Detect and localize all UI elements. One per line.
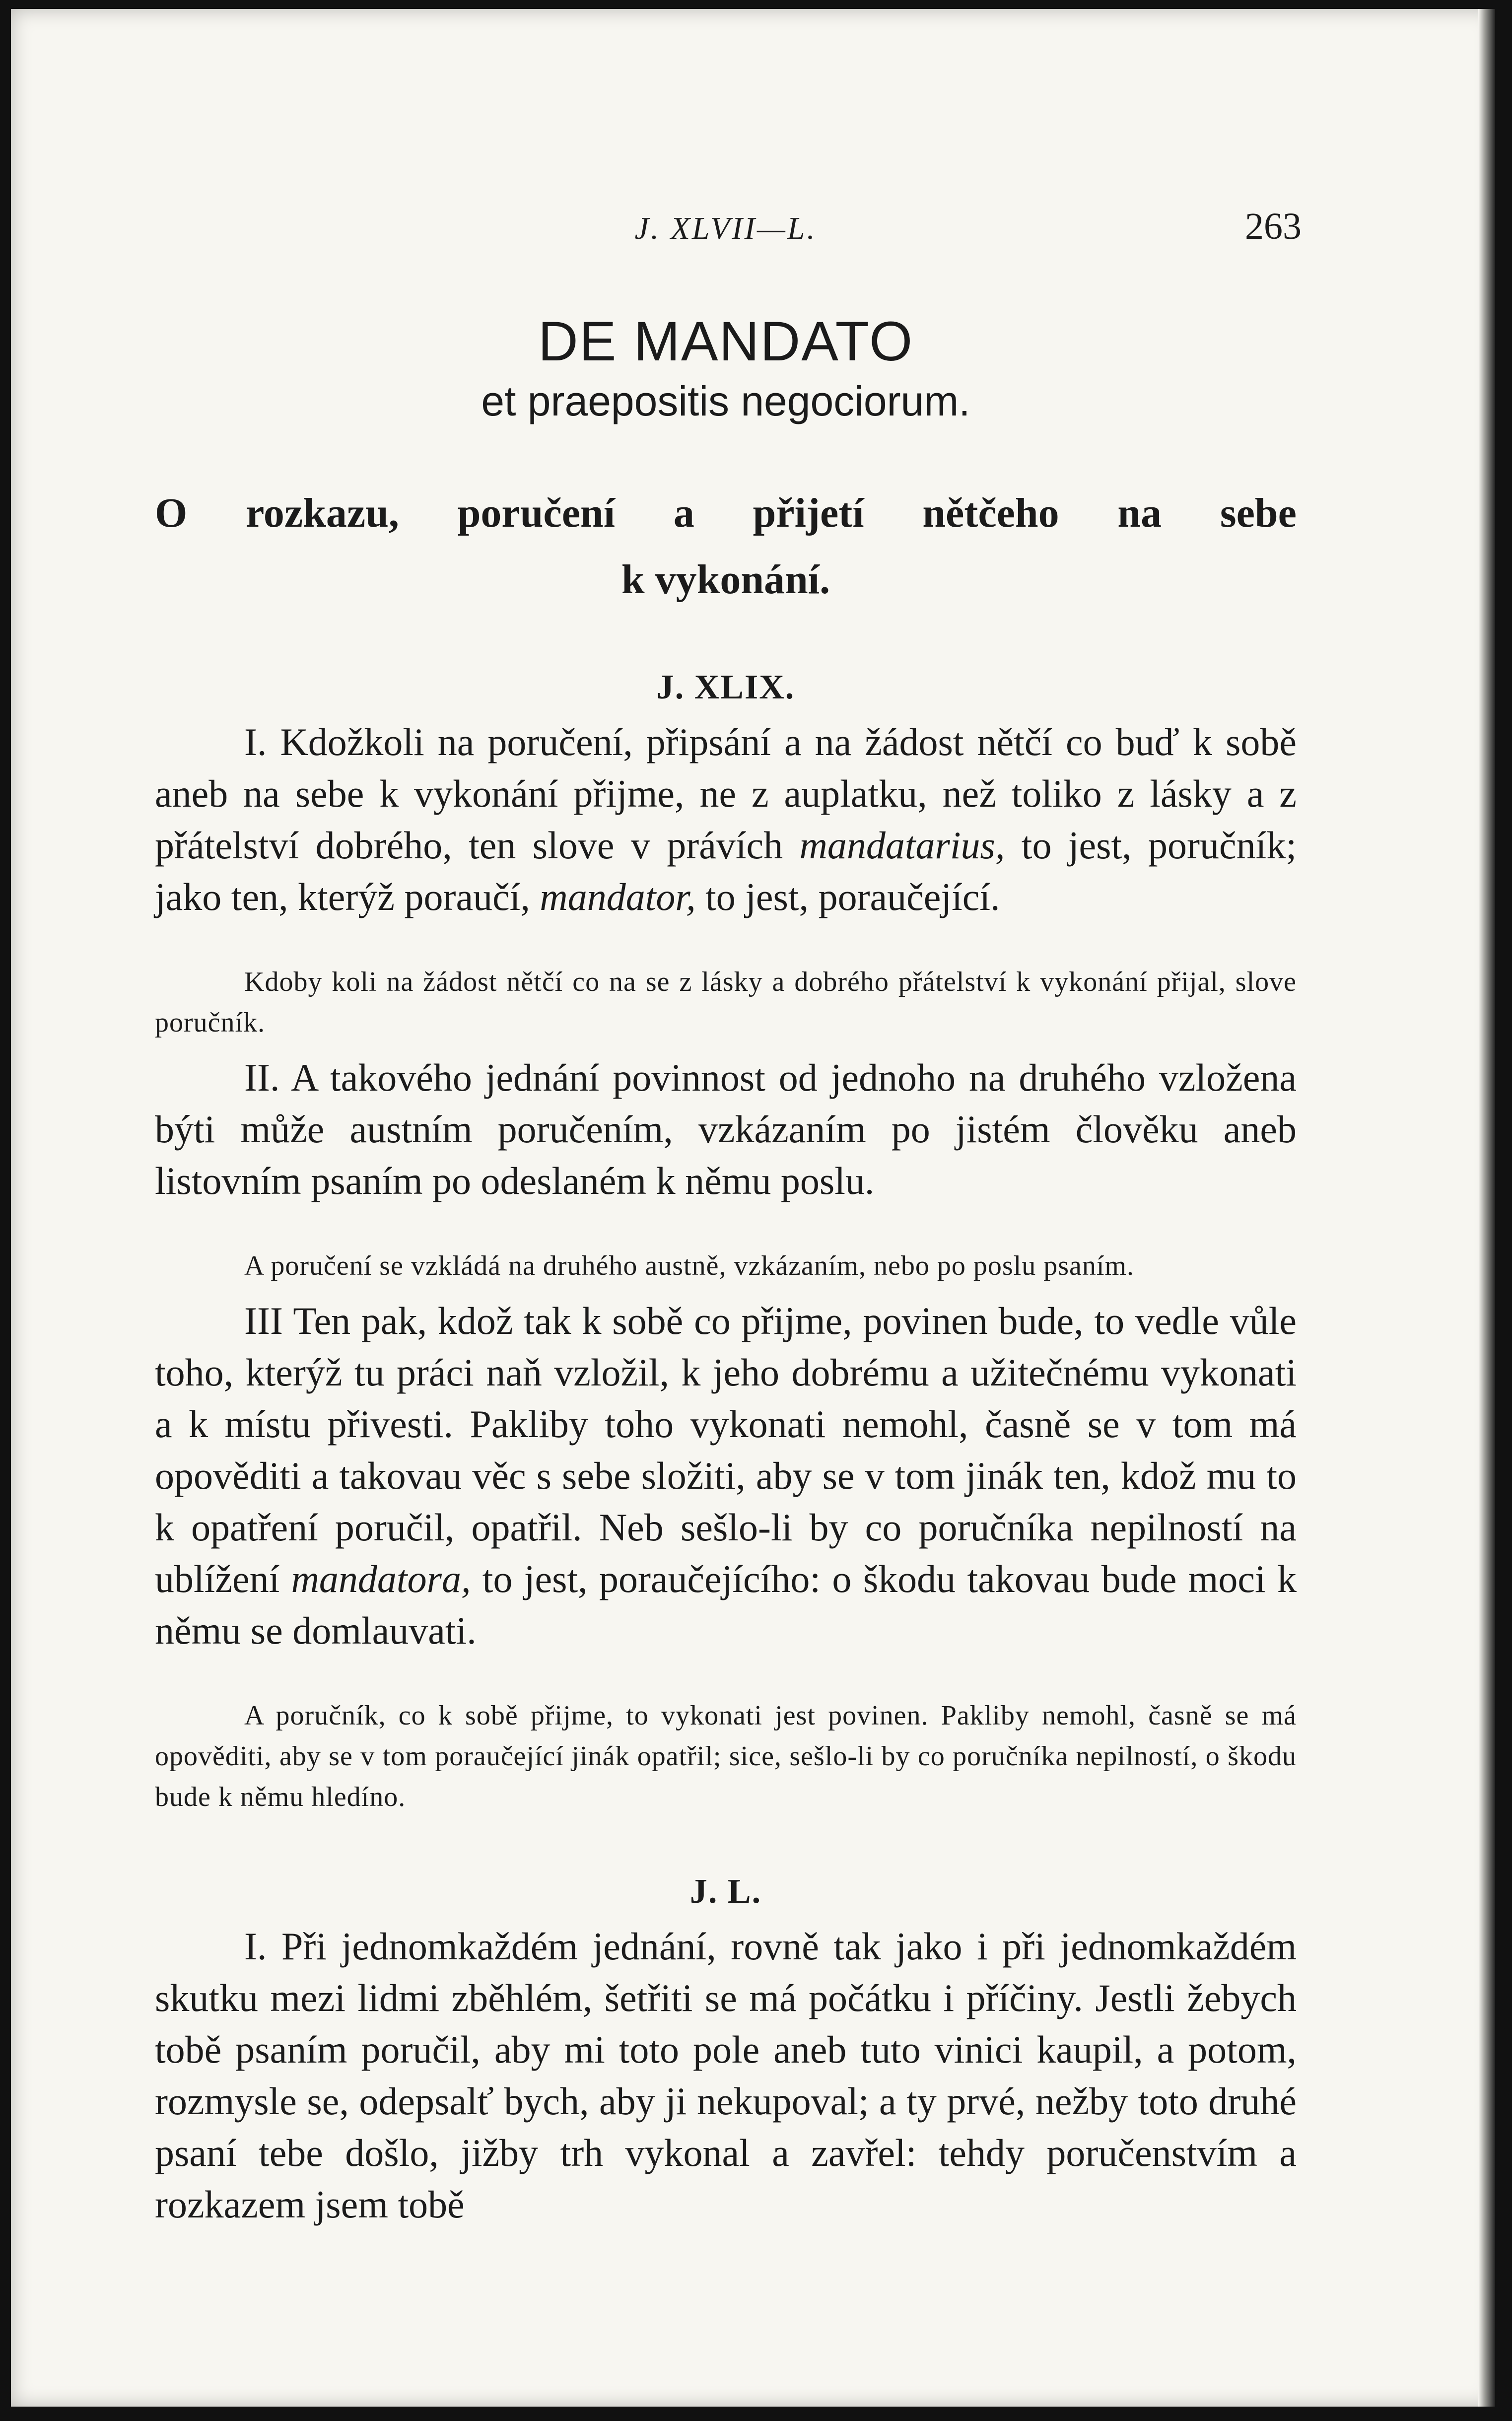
paragraph-number: III xyxy=(244,1299,283,1342)
paragraph-text: Při jednomkaždém jednání, rovně tak jako i při jednomkaždém skutku mezi lidmi zběhlém, šetřiti se má počátku i příčiny. Jestli žebych tobě psaním poručil, aby mi toto pole aneb tuto vinici kaupil, a potom, rozmysle se, odepsalť bych, aby ji nekupoval; a ty prvé, nežby toto druhé psaní tebe došlo, jižby trh vykonal a zavřel: tehdy poručenstvím a rozkazem jsem tobě xyxy=(155,1925,1297,2226)
czech-title-word: nětčeho xyxy=(922,490,1059,536)
latin-title: DE MANDATO xyxy=(538,310,914,372)
paragraph-text: to jest, poraučející. xyxy=(695,875,1000,918)
czech-title-word: rozkazu, xyxy=(246,490,399,536)
czech-title-word: O xyxy=(155,490,188,536)
paragraph-number: II. xyxy=(244,1056,280,1099)
czech-title xyxy=(155,480,1297,613)
paragraph-number: I. xyxy=(244,720,267,763)
czech-title-line-2: k vykonání. xyxy=(621,556,830,603)
latin-subtitle: et praepositis negociorum. xyxy=(481,378,970,424)
paragraph-l-1 xyxy=(155,1921,1297,2230)
running-title: J. XLVII—L. xyxy=(634,210,817,246)
paragraph-number: I. xyxy=(244,1925,267,1968)
paragraph-xlix-1 xyxy=(155,716,1297,923)
summary-xlix-2: A poručení se vzkládá na druhého austně, vzkázaním, nebo po poslu psaním. xyxy=(244,1250,1134,1281)
latin-term: mandator, xyxy=(540,875,696,918)
paragraph-xlix-3 xyxy=(155,1295,1297,1657)
section-heading-l: J. L. xyxy=(689,1872,762,1911)
czech-title-word: sebe xyxy=(1220,490,1297,536)
summary-xlix-1: Kdoby koli na žádost nětčí co na se z lásky a dobrého přátelství k vykonání přijal, slove poručník. xyxy=(155,967,1297,1038)
paragraph-text: to jest, poručník; jako ten, kterýž poraučí, xyxy=(155,824,1297,918)
czech-title-word: a xyxy=(673,490,694,536)
latin-term: mandatora, xyxy=(291,1557,471,1600)
paragraph-text: to jest, poraučejícího: o škodu takovau bude moci k němu se domlauvati. xyxy=(155,1557,1297,1652)
paragraph-text: A takového jednání povinnost od jednoho na druhého vzložena býti může austním poručením, vzkázaním po jistém člověku aneb listovním psaním po odeslaném k němu poslu. xyxy=(155,1056,1297,1202)
czech-title-line-1 xyxy=(155,480,1297,547)
page-content xyxy=(155,205,1302,2269)
book-page xyxy=(11,9,1495,2407)
running-header xyxy=(155,205,1302,260)
czech-title-word: na xyxy=(1117,490,1162,536)
section-heading-xlix: J. XLIX. xyxy=(656,668,795,706)
paragraph-text: Ten pak, kdož tak k sobě co přijme, povinen bude, to vedle vůle toho, kterýž tu práci naň vzložil, k jeho dobrému a užitečnému vykonati a k místu přivesti. Pakliby toho vykonati nemohl, časně se v tom má opověditi a takovau věc s sebe složiti, aby se v tom jinák ten, kdož mu to k opatření poručil, opatřil. Neb sešlo-li by co poručníka nepilností na ublížení xyxy=(155,1299,1297,1600)
paragraph-xlix-2 xyxy=(155,1052,1297,1207)
page-number: 263 xyxy=(1245,206,1302,247)
czech-title-word: přijetí xyxy=(753,490,864,536)
czech-title-word: poručení xyxy=(457,490,616,536)
page-edge-shadow xyxy=(1478,9,1495,2407)
summary-xlix-3: A poručník, co k sobě přijme, to vykonati jest povinen. Pakliby nemohl, časně se má opověditi, aby se v tom poraučející jinák opatřil; sice, sešlo-li by co poručníka nepilností, o škodu bude k němu hledíno. xyxy=(155,1700,1297,1812)
paragraph-text: Kdožkoli na poručení, připsání a na žádost nětčí co buď k sobě aneb na sebe k vykonání přijme, ne z auplatku, než toliko z lásky a z přátelství dobrého, ten slove v právích xyxy=(155,720,1297,867)
latin-term: mandatarius, xyxy=(799,824,1005,867)
